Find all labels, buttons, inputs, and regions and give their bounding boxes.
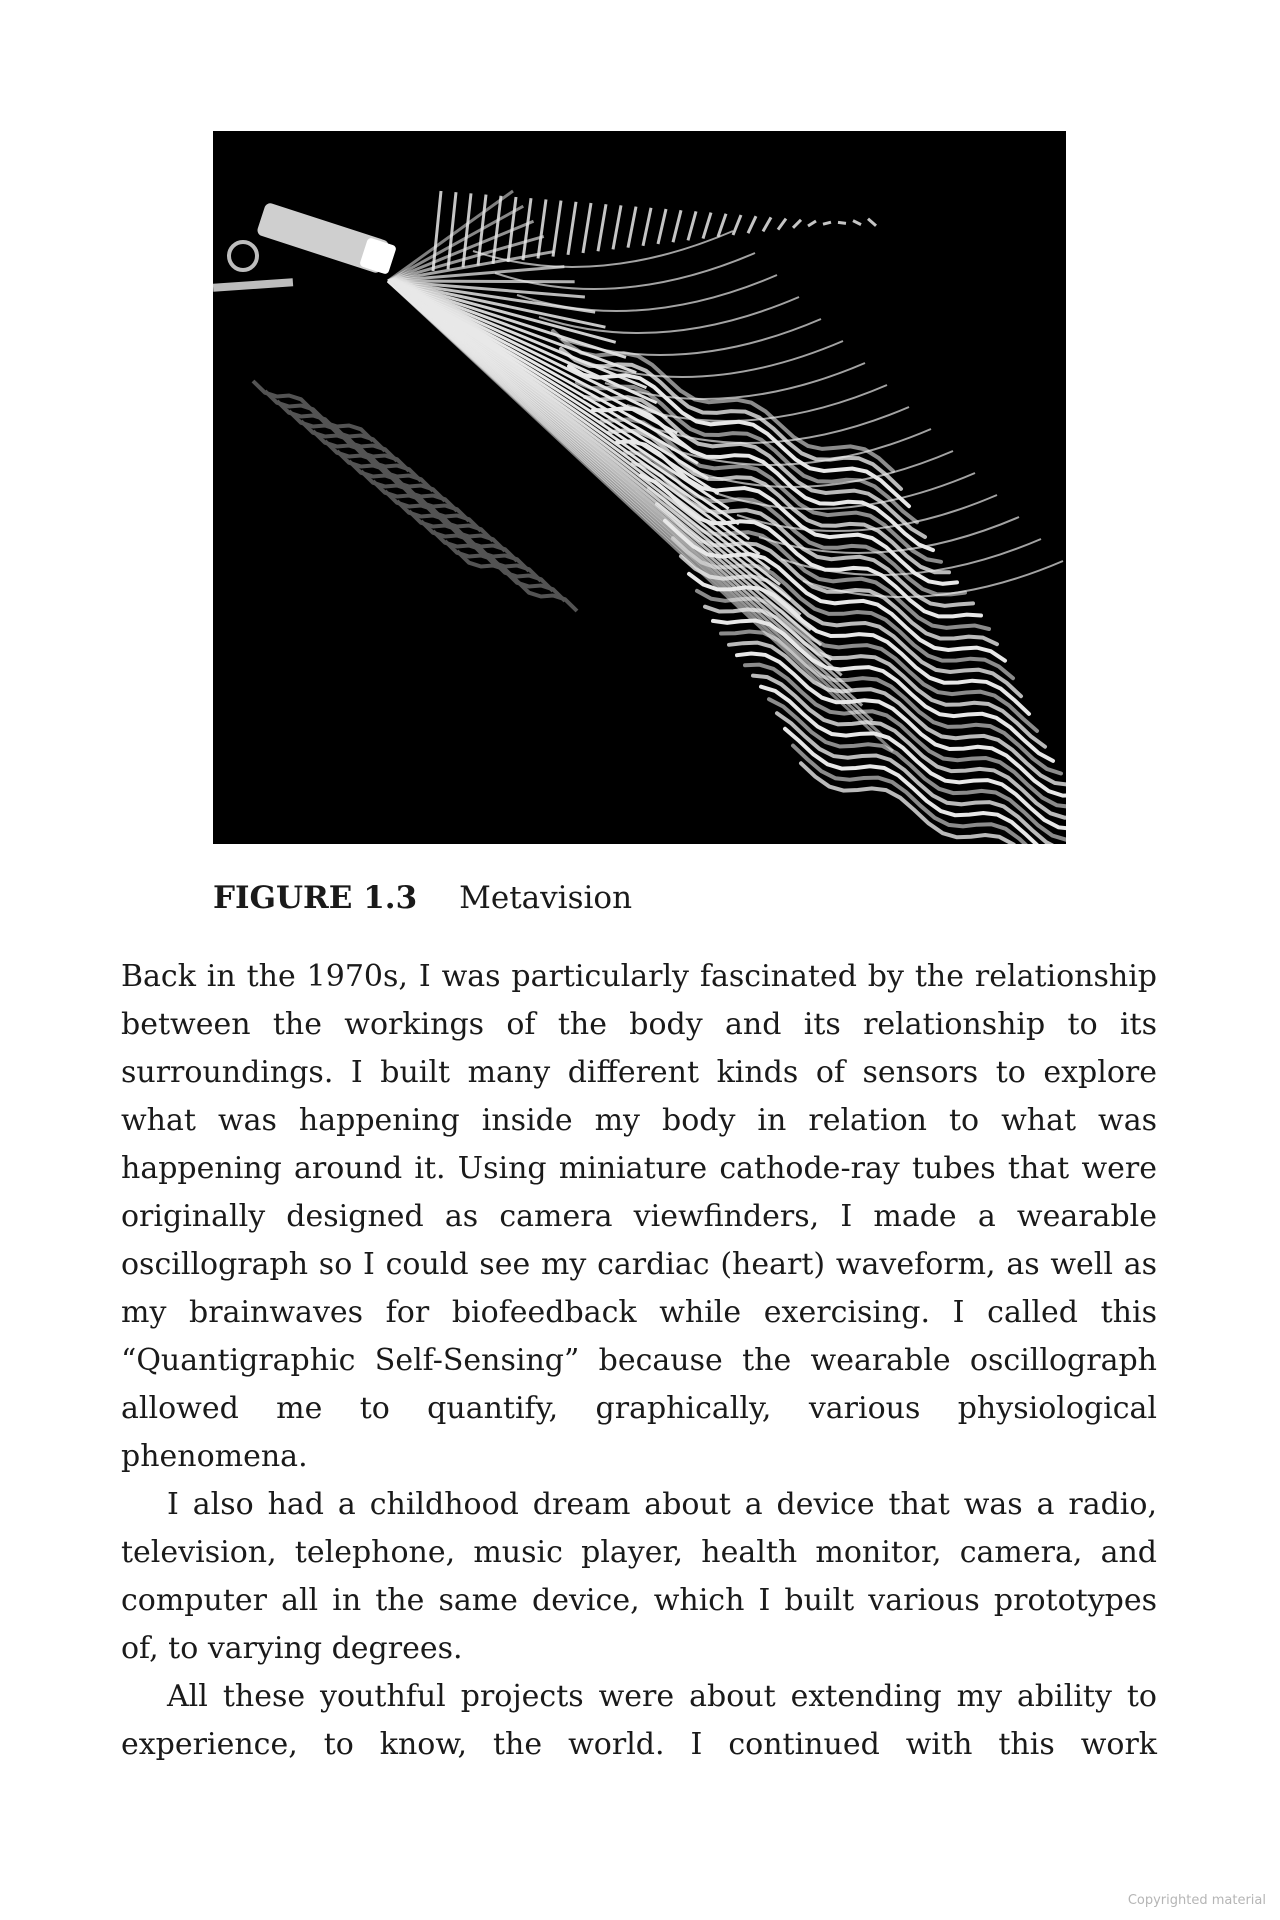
figure-photo-metavision xyxy=(213,131,1066,844)
copyright-watermark: Copyrighted material xyxy=(1127,1893,1266,1908)
figure-caption xyxy=(213,878,632,918)
body-text xyxy=(121,953,1157,1769)
paragraph: All these youthful projects were about extending my ability to experience, to know, the world. I continued with this work xyxy=(121,1679,1157,1762)
light-trace-illustration xyxy=(213,131,1066,844)
paragraph: I also had a childhood dream about a device that was a radio, television, telephone, music player, health monitor, camera, and computer all in the same device, which I built various prototypes of, to varying degrees. xyxy=(121,1487,1157,1666)
paragraph: Back in the 1970s, I was particularly fascinated by the relationship between the workings of the body and its relationship to its surroundings. I built many different kinds of sensors to explore what was happening inside my body in relation to what was happening around it. Using miniature cathode-ray tubes that were originally designed as camera viewfinders, I made a wearable oscillograph so I could see my cardiac (heart) waveform, as well as my brainwaves for biofeedback while exercising. I called this “Quantigraphic Self-Sensing” because the wearable oscillograph allowed me to quantify, graphically, various physiological phenomena. xyxy=(121,959,1157,1474)
figure-title: Metavision xyxy=(459,880,633,916)
figure-label: FIGURE 1.3 xyxy=(213,880,418,916)
